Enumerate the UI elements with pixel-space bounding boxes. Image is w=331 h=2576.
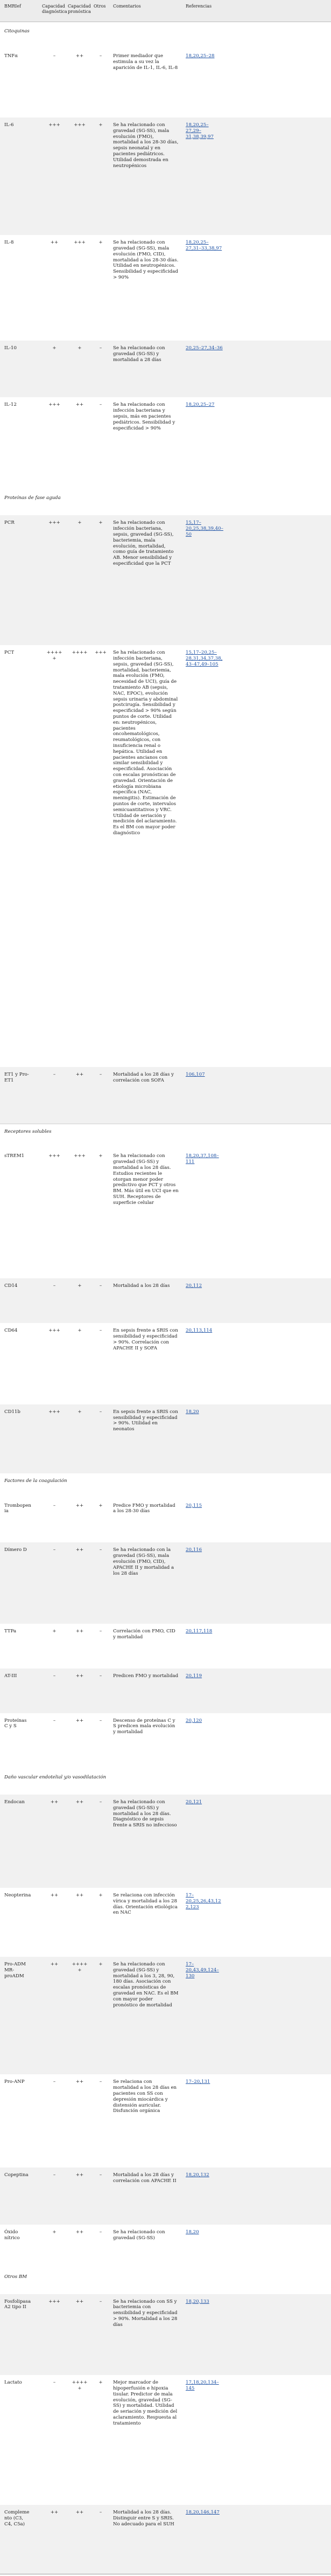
biomarker-name: Complemento (C3, C4, C5a)	[4, 2510, 30, 2527]
biomarker-name: Pro-ANP	[4, 2079, 25, 2085]
reference-link[interactable]: 20,25–27,34–36	[186, 345, 223, 351]
biomarker-name: TTPa	[4, 1628, 17, 1634]
header-comentarios: Comentarios	[113, 4, 141, 9]
diagnostic-capacity: –	[53, 1718, 56, 1723]
biomarker-name: Dímero D	[4, 1547, 27, 1553]
biomarker-name: AT-III	[4, 1673, 17, 1679]
comment-text: Mortalidad a los 28 días y correlación con APACHE II	[113, 2172, 177, 2184]
diagnostic-capacity: –	[53, 2172, 56, 2178]
prognostic-capacity: +++	[74, 1153, 86, 1159]
other-capacity: +	[98, 240, 103, 246]
biomarker-name: Fosfolipasa A2 tipo II	[4, 2298, 31, 2310]
diagnostic-capacity: –	[53, 2380, 56, 2386]
other-capacity: –	[99, 2298, 102, 2304]
other-capacity: –	[99, 2229, 102, 2235]
other-capacity: –	[99, 2172, 102, 2178]
comment-text: Se ha relacionado con gravedad (SG-SS) y mortalidad a los 28 días. Diagnóstico de sepsis frente a SRIS no infeccioso	[113, 1799, 177, 1829]
prognostic-capacity: ++	[75, 1718, 84, 1723]
diagnostic-capacity: ++	[50, 1893, 59, 1899]
comment-text: Se ha relacionado con gravedad (SG-SS) y mortalidad a los 28 días. Estudios recientes le otorgan menor poder predictivo que PCT y otros BM. Más útil en UCI que en SUH. Receptores de superficie celular	[113, 1153, 179, 1206]
other-capacity: –	[99, 1799, 102, 1805]
table-row	[0, 2074, 331, 2168]
table-row	[0, 397, 331, 491]
prognostic-capacity: +	[78, 345, 82, 351]
table-row	[0, 1795, 331, 1888]
other-capacity: –	[99, 1283, 102, 1289]
biomarker-name: ET1 y Pro-ET1	[4, 1072, 29, 1083]
diagnostic-capacity: +++	[48, 1153, 60, 1159]
diagnostic-capacity: ++	[50, 240, 59, 246]
header-prog: Capacidad pronóstica	[68, 4, 91, 14]
comment-text: Se ha relacionado con infección bacteriana, sepsis, gravedad (SG-SS), bacteriemia, mala evolución, mortalidad, como guía de tratamiento AB. Menor sensibilidad y especificidad que la PCT	[113, 520, 174, 567]
reference-link[interactable]: 20,112	[186, 1283, 202, 1289]
biomarker-name: IL-10	[4, 345, 17, 351]
table-row	[0, 1323, 331, 1405]
biomarker-name: IL-12	[4, 402, 17, 408]
table-row	[0, 2168, 331, 2225]
comment-text: Mortalidad a los 28 días	[113, 1283, 170, 1289]
table-row	[0, 2225, 331, 2270]
other-capacity: –	[99, 1673, 102, 1679]
biomarker-name: Proteínas C y S	[4, 1718, 27, 1729]
reference-link[interactable]: 17,18,20,134–145	[186, 2380, 219, 2391]
comment-text: En sepsis frente a SRIS con sensibilidad y especificidad > 90%. Utilidad en neonatos	[113, 1409, 178, 1432]
other-capacity: +	[98, 2380, 103, 2386]
comment-text: Se ha relacionado con SS y bacteriemia con sensibilidad y especificidad > 90%. Mortalidad a los 28 días	[113, 2298, 178, 2328]
prognostic-capacity: ++	[75, 1502, 84, 1508]
reference-link[interactable]: 20,121	[186, 1799, 202, 1805]
prognostic-capacity: ++	[75, 2298, 84, 2304]
prognostic-capacity: ++	[75, 1547, 84, 1553]
reference-link[interactable]: 18,20,132	[186, 2172, 209, 2178]
diagnostic-capacity: +	[52, 1628, 57, 1634]
table-row	[0, 645, 331, 1068]
section-header	[0, 490, 331, 516]
comment-text: Se ha relacionado con gravedad (SG-SS) y mortalidad a los 3, 28, 90, 180 días. Asociación con escalas pronósticas de gravedad en NAC. Es el BM con mayor poder pronóstico de mortalidad	[113, 1962, 179, 2008]
diagnostic-capacity: –	[53, 1283, 56, 1289]
reference-link[interactable]: 18,20,25–27	[186, 402, 215, 408]
other-capacity: +	[98, 520, 103, 526]
comment-text: Se relaciona con mortalidad a los 28 días en pacientes con SS con depresión miocárdica y distensión auricular. Disfunción orgánica	[113, 2079, 177, 2114]
table-row	[0, 341, 331, 398]
header-diag: Capacidad diagnóstica	[42, 4, 67, 14]
other-capacity: –	[99, 345, 102, 351]
diagnostic-capacity: –	[53, 1673, 56, 1679]
diagnostic-capacity: +++	[48, 520, 60, 526]
table-row	[0, 49, 331, 118]
diagnostic-capacity: –	[53, 1072, 56, 1078]
biomarker-name: IL-6	[4, 122, 14, 128]
table-row	[0, 1278, 331, 1324]
other-capacity: –	[99, 53, 102, 59]
prognostic-capacity: ++	[75, 1673, 84, 1679]
diagnostic-capacity: ++	[50, 1799, 59, 1805]
other-capacity: –	[99, 402, 102, 408]
section-header	[0, 1770, 331, 1795]
biomarker-name: Pro-ADM MR-proADM	[4, 1962, 26, 1979]
prognostic-capacity: ++	[75, 2510, 84, 2516]
section-title: Proteínas de fase aguda	[4, 495, 61, 501]
section-title: Factores de la coagulación	[4, 1478, 67, 1484]
table-header	[0, 0, 331, 22]
other-capacity: –	[99, 2079, 102, 2085]
comment-text: Se ha relacionado con gravedad (SG-SS), mala evolución (FMO), mortalidad a los 28-30 días, sepsis neonatal y en pacientes pediátricos. Utilidad demostrada en neutropénicos	[113, 122, 179, 169]
other-capacity: –	[99, 1547, 102, 1553]
table-row	[0, 515, 331, 646]
table-row	[0, 1148, 331, 1279]
other-capacity: +	[98, 1962, 103, 1968]
reference-link[interactable]: 17–20,25,26,43,122,123	[186, 1893, 221, 1910]
comment-text: Se ha relacionado con infección bacteriana y sepsis, más en pacientes pediátricos. Sensibilidad y especificidad > 90%	[113, 402, 175, 431]
reference-link[interactable]: 15,17–20,25–28,31,34,37,38,43–47,49–105	[186, 650, 223, 667]
table-row	[0, 1498, 331, 1543]
prognostic-capacity: +	[78, 520, 82, 526]
biomarker-name: Óxido nítrico	[4, 2229, 20, 2241]
header-referencias: Referencias	[186, 4, 212, 9]
reference-link[interactable]: 17–20,131	[186, 2079, 210, 2085]
diagnostic-capacity: +++	[48, 1328, 60, 1334]
other-capacity: –	[99, 1072, 102, 1078]
other-capacity: +	[98, 1893, 103, 1899]
table-row	[0, 1713, 331, 1770]
diagnostic-capacity: +++	[48, 2298, 60, 2304]
table-row	[0, 1067, 331, 1124]
reference-link[interactable]: 18,20,25–28	[186, 53, 215, 59]
table-row	[0, 235, 331, 341]
table-row	[0, 117, 331, 236]
diagnostic-capacity: +++++	[46, 650, 62, 662]
section-header	[0, 1124, 331, 1149]
prognostic-capacity: ++	[75, 53, 84, 59]
comment-text: Se ha relacionado con gravedad (SG-SS) y mortalidad a 28 días	[113, 345, 165, 363]
reference-link[interactable]: 18,20,25–27,31–33,38,97	[186, 240, 222, 252]
reference-link[interactable]: 17–20,43,49,124–130	[186, 1962, 219, 1979]
comment-text: Mejor marcador de hipoperfusión e hipoxia tisular. Predictor de mala evolución, gravedad (SG-SS) y mortalidad. Utilidad de seriación y medición del aclaramiento. Respuesta al tratamiento	[113, 2380, 178, 2426]
comment-text: Se ha relacionado con gravedad (SG-SS), mala evolución (FMO, CID), mortalidad a los 28-30 días. Utilidad en neutropénicos. Sensibilidad y especificidad > 90%	[113, 240, 179, 281]
prognostic-capacity: ++	[75, 2172, 84, 2178]
section-title: Daño vascular endotelial y/o vasodilatación	[4, 1774, 107, 1780]
comment-text: Se relaciona con infección vírica y mortalidad a los 28 días. Orientación etiológica en NAC	[113, 1893, 178, 1916]
reference-link[interactable]: 20,115	[186, 1502, 202, 1508]
section-header	[0, 2269, 331, 2295]
prognostic-capacity: ++	[75, 2079, 84, 2085]
prognostic-capacity: ++	[75, 1799, 84, 1805]
biomarker-name: TNFα	[4, 53, 18, 59]
section-title: Citoquinas	[4, 29, 30, 34]
table-row	[0, 1888, 331, 1957]
prognostic-capacity: ++	[75, 1628, 84, 1634]
comment-text: Predice FMO y mortalidad a los 28-30 días	[113, 1502, 175, 1514]
comment-text: Se ha relacionado con la gravedad (SG-SS), mala evolución (FMO, CID), APACHE II y mortalidad a los 28 días	[113, 1547, 174, 1576]
biomarker-name: CD11b	[4, 1409, 20, 1415]
diagnostic-capacity: +++	[48, 1409, 60, 1415]
diagnostic-capacity: –	[53, 1547, 56, 1553]
header-bm: BMRIef	[4, 4, 21, 9]
prognostic-capacity: +++	[74, 240, 86, 246]
diagnostic-capacity: –	[53, 1502, 56, 1508]
reference-link[interactable]: 20,116	[186, 1547, 202, 1553]
diagnostic-capacity: ++	[50, 1962, 59, 1968]
table-row	[0, 1668, 331, 1714]
comment-text: Se ha relacionado con gravedad (SG-SS)	[113, 2229, 165, 2241]
biomarker-name: CD64	[4, 1328, 18, 1334]
reference-link[interactable]: 20,120	[186, 1718, 202, 1723]
reference-link[interactable]: 18,20	[186, 2229, 199, 2235]
table-row	[0, 1404, 331, 1474]
comment-text: Correlación con FMO, CID y mortalidad	[113, 1628, 175, 1640]
reference-link[interactable]: 20,117,118	[186, 1628, 213, 1634]
other-capacity: +	[98, 1153, 103, 1159]
diagnostic-capacity: +	[52, 345, 57, 351]
biomarker-name: IL-8	[4, 240, 14, 246]
comment-text: Primer mediador que estimula a su vez la aparición de IL-1, IL-6, IL-8	[113, 53, 178, 71]
reference-link[interactable]: 18,20,25–27,29–31,38,39,97	[186, 122, 214, 140]
other-capacity: –	[99, 1328, 102, 1334]
prognostic-capacity: ++	[75, 1072, 84, 1078]
reference-link[interactable]: 20,113,114	[186, 1328, 213, 1334]
reference-link[interactable]: 15,17–20,25,38,39,40–50	[186, 520, 223, 538]
other-capacity: +	[98, 1502, 103, 1508]
diagnostic-capacity: –	[53, 53, 56, 59]
biomarker-name: CD14	[4, 1283, 18, 1289]
section-title: Otros BM	[4, 2274, 27, 2280]
biomarker-name: Trombopenia	[4, 1502, 31, 1514]
prognostic-capacity: +++	[74, 122, 86, 128]
other-capacity: –	[99, 1409, 102, 1415]
other-capacity: –	[99, 1718, 102, 1723]
prognostic-capacity: +	[78, 1283, 82, 1289]
table-row	[0, 2375, 331, 2505]
reference-link[interactable]: 106,107	[186, 1072, 205, 1078]
comment-text: Mortalidad a los 28 días. Distinguir entre S y SRIS. No adecuado para el SUH	[113, 2510, 174, 2527]
diagnostic-capacity: –	[53, 2079, 56, 2085]
table-row	[0, 1542, 331, 1624]
biomarker-name: Copeptina	[4, 2172, 29, 2178]
diagnostic-capacity: +++	[48, 122, 60, 128]
reference-link[interactable]: 20,119	[186, 1673, 202, 1679]
prognostic-capacity: +	[78, 1328, 82, 1334]
comment-text: Predicen FMO y mortalidad	[113, 1673, 179, 1679]
reference-link[interactable]: 18,20,146,147	[186, 2510, 220, 2516]
prognostic-capacity: +++++	[72, 1962, 88, 1973]
biomarker-name: Lactato	[4, 2380, 22, 2386]
prognostic-capacity: ++	[75, 402, 84, 408]
diagnostic-capacity: ++	[50, 2510, 59, 2516]
prognostic-capacity: ++	[75, 1893, 84, 1899]
comment-text: Mortalidad a los 28 días y correlación con SOFA	[113, 1072, 174, 1083]
prognostic-capacity: +	[78, 1409, 82, 1415]
diagnostic-capacity: +	[52, 2229, 57, 2235]
reference-link[interactable]: 18,20,133	[186, 2298, 209, 2304]
reference-link[interactable]: 18,20,37,108–111	[186, 1153, 219, 1165]
prognostic-capacity: ++++	[72, 650, 88, 656]
table-row	[0, 1957, 331, 2075]
other-capacity: –	[99, 2510, 102, 2516]
other-capacity: +++	[95, 650, 107, 656]
other-capacity: –	[99, 1628, 102, 1634]
biomarker-name: Endocan	[4, 1799, 25, 1805]
table-row	[0, 1624, 331, 1669]
prognostic-capacity: ++	[75, 2229, 84, 2235]
reference-link[interactable]: 18,20	[186, 1409, 199, 1415]
diagnostic-capacity: +++	[48, 402, 60, 408]
biomarker-name: PCT	[4, 650, 15, 656]
other-capacity: +	[98, 122, 103, 128]
section-title: Receptores solubles	[4, 1128, 52, 1134]
comment-text: Se ha relacionado con infección bacteriana, sepsis, gravedad (SG-SS), mortalidad, bacteriemia, mala evolución (FMO, necesidad de UCI), guía de tratamiento AB (sepsis, NAC, EPOC), evolución sepsis urinaria y abdominal postcirugía. Sensibilidad y especificidad > 90% según puntos de corte. Utilidad en: neutropénicos, pacientes oncohematológicos, reumatológicos, con insuficiencia renal o hepática. Utilidad en pacientes ancianos con similar sensibilidad y especificidad. Asociación con escalas pronósticas de gravedad. Orientación de etiología microbiana específica (NAC, meningitis). Estimación de puntos de corte, intervalos semicuantitativos y VRC. Utilidad de seriación y medición del aclaramiento. Es el BM con mayor poder diagnóstico	[113, 650, 178, 836]
comment-text: En sepsis frente a SRIS con sensibilidad y especificidad > 90%. Correlación con APACHE II y SOFA	[113, 1328, 178, 1351]
biomarker-name: sTREM1	[4, 1153, 25, 1159]
header-otros: Otros	[94, 4, 106, 9]
prognostic-capacity: +++++	[72, 2380, 88, 2391]
biomarker-name: PCR	[4, 520, 15, 526]
table-row	[0, 2294, 331, 2376]
section-header	[0, 1473, 331, 1499]
section-header	[0, 24, 331, 49]
table-row	[0, 2505, 331, 2574]
biomarker-name: Neopterina	[4, 1893, 31, 1899]
comment-text: Descenso de proteínas C y S predicen mala evolución y mortalidad	[113, 1718, 175, 1735]
